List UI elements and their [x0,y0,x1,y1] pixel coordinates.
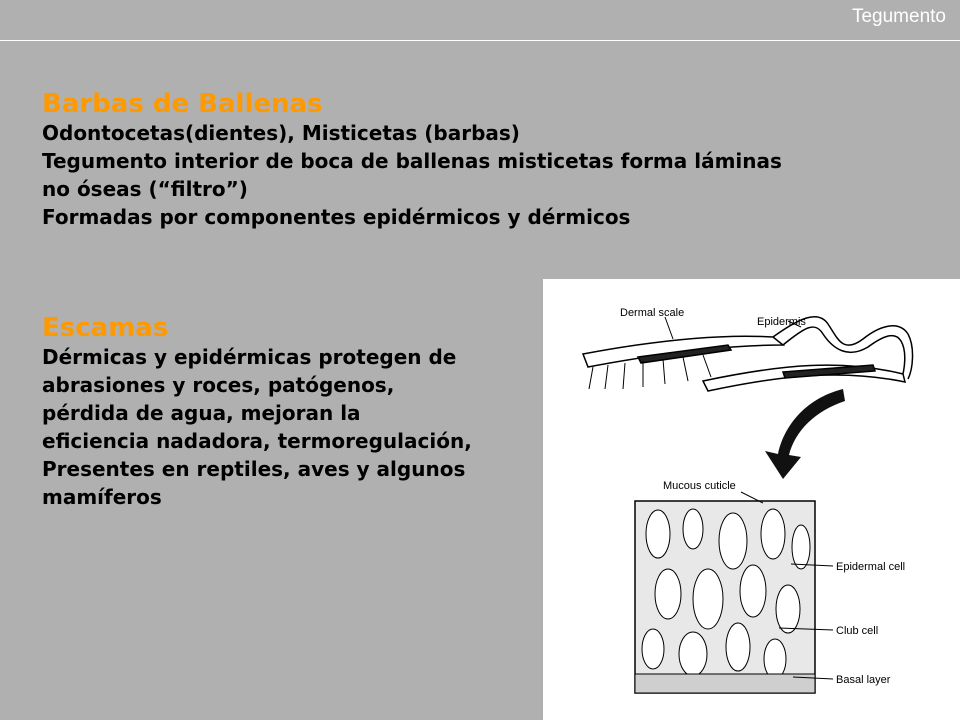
header-divider [0,40,960,41]
text-line: eficiencia nadadora, termoregulación, [42,429,472,453]
text-line: no óseas (“filtro”) [42,177,248,201]
section-escamas [42,313,472,511]
scale-diagram-svg [543,279,960,720]
text-line: Presentes en reptiles, aves y algunos [42,457,466,481]
text-line: Dérmicas y epidérmicas protegen de [42,345,457,369]
label-mucous-cuticle: Mucous cuticle [663,480,736,492]
label-basal-layer: Basal layer [836,674,891,686]
label-dermal-scale: Dermal scale [620,307,685,319]
text-line: Tegumento interior de boca de ballenas misticetas forma láminas [42,149,782,173]
text-line: abrasiones y roces, patógenos, [42,373,395,397]
text-line: pérdida de agua, mejoran la [42,401,361,425]
label-epidermis: Epidermis [757,316,806,328]
slide-header-title: Tegumento [851,6,946,27]
dermal-scale-strip [583,317,913,391]
section-heading-barbas: Barbas de Ballenas [42,89,323,119]
scale-diagram-figure [543,279,960,720]
section-heading-escamas: Escamas [42,313,169,343]
label-epidermal-cell: Epidermal cell [836,561,906,573]
text-line: mamíferos [42,485,162,509]
section-barbas [42,89,782,231]
label-club-cell: Club cell [836,625,879,637]
text-line: Odontocetas(dientes), Misticetas (barbas) [42,121,520,145]
text-line: Formadas por componentes epidérmicos y dérmicos [42,205,631,229]
epidermis-cell-block [635,501,815,693]
curved-arrow [765,389,845,479]
